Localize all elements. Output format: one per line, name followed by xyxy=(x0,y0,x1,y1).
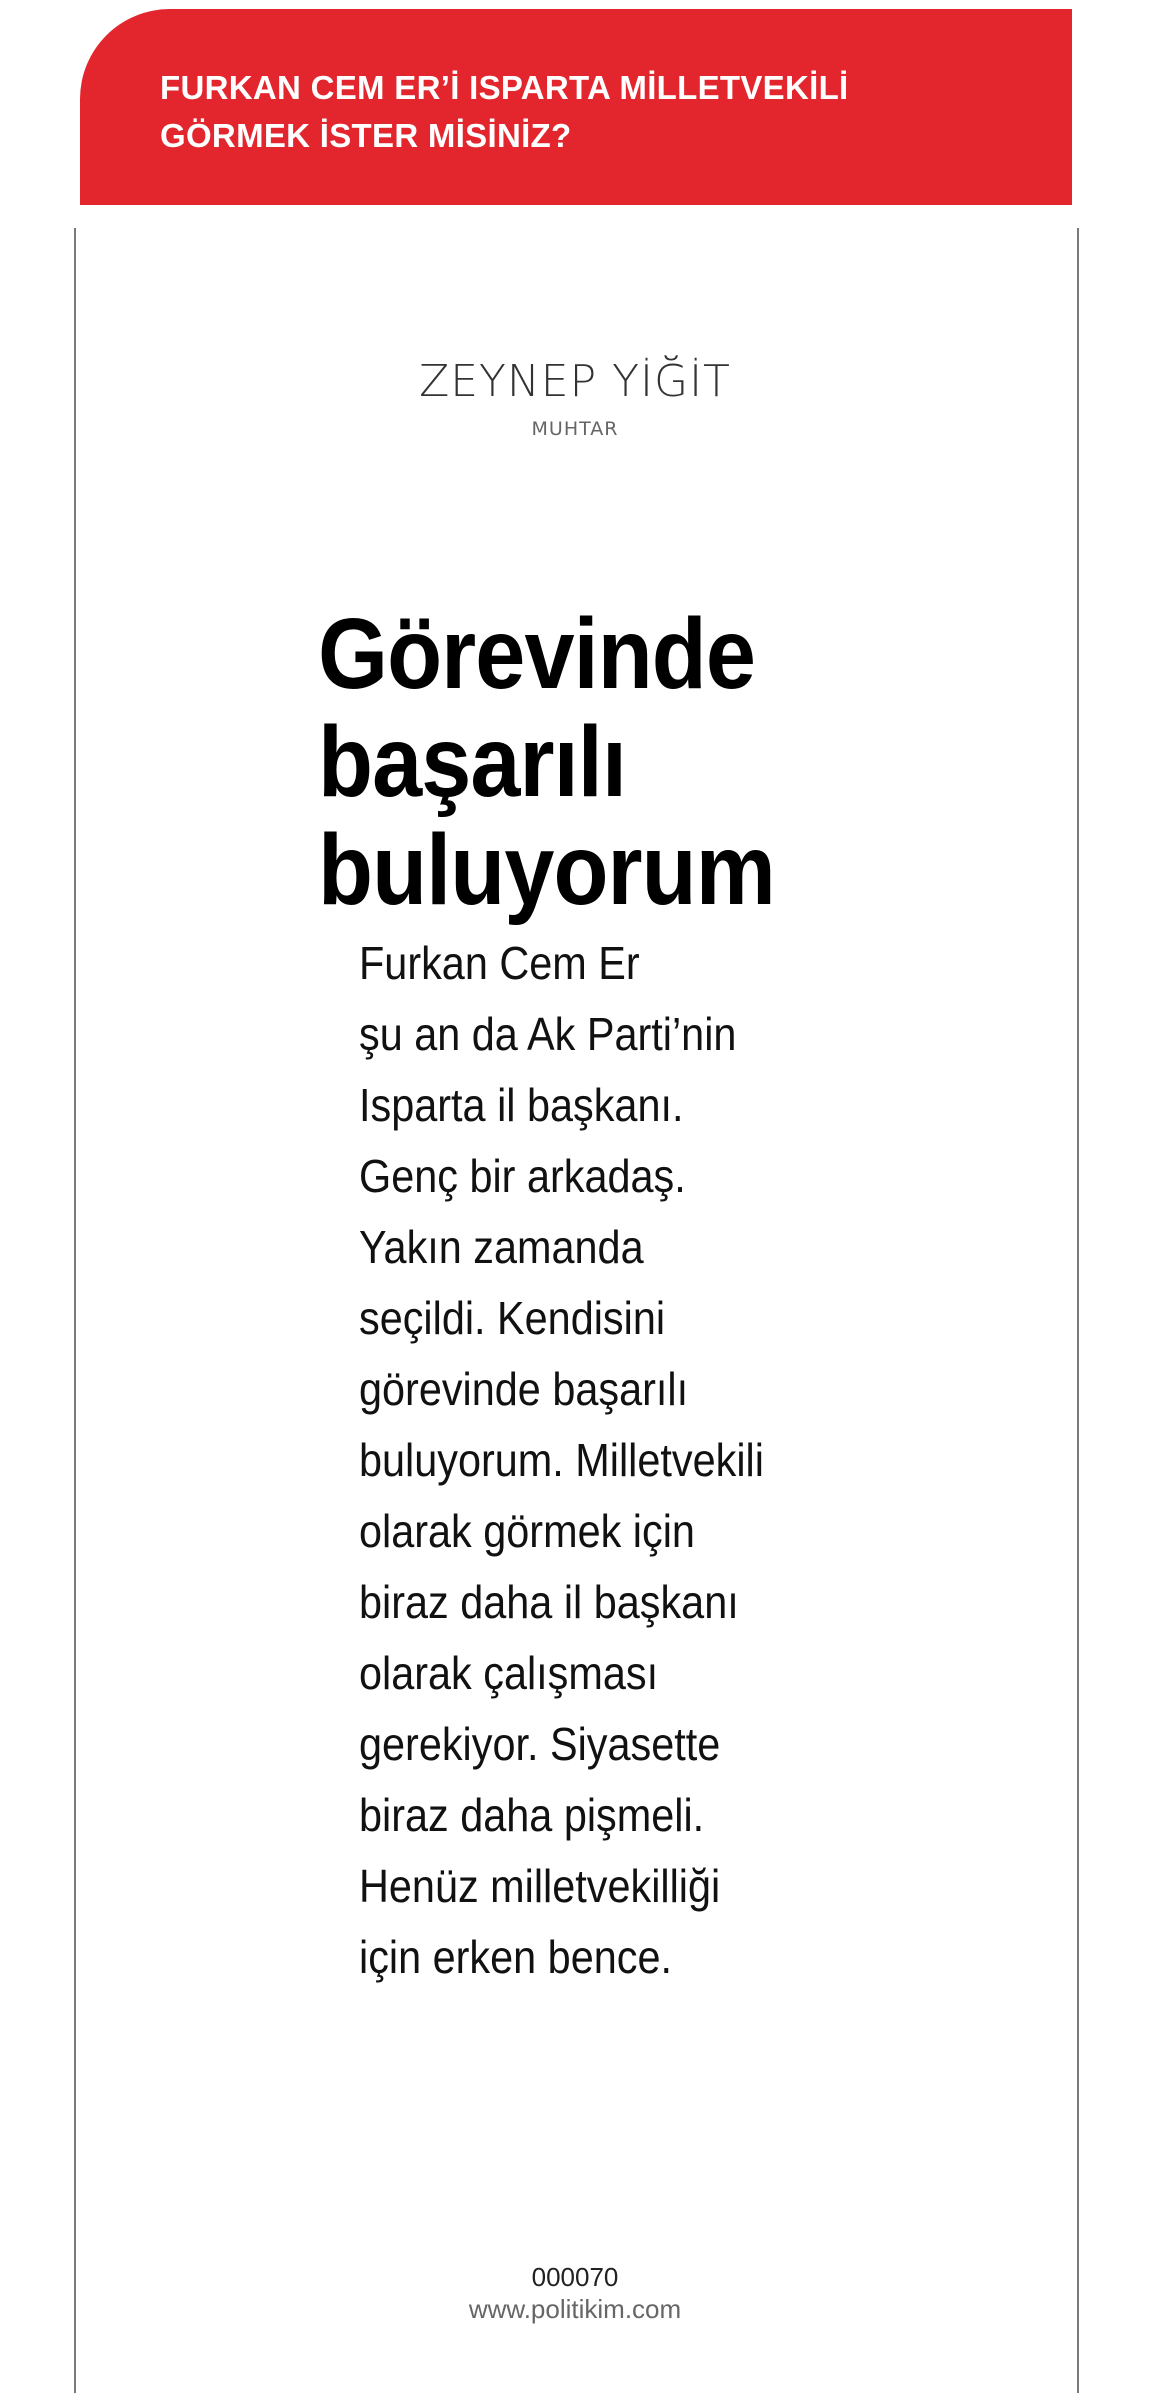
card-border-right xyxy=(1077,228,1079,2393)
body-line: görevinde başarılı xyxy=(359,1363,689,1415)
quote-body xyxy=(359,928,809,1993)
body-line: biraz daha il başkanı xyxy=(359,1576,739,1628)
body-line: gerekiyor. Siyasette xyxy=(359,1718,721,1770)
body-line: Genç bir arkadaş. xyxy=(359,1150,686,1202)
question-banner xyxy=(80,9,1072,205)
body-line: için erken bence. xyxy=(359,1931,672,1983)
body-line: seçildi. Kendisini xyxy=(359,1292,666,1344)
headline-line-3: buluyorum xyxy=(318,814,775,926)
banner-title xyxy=(160,64,1072,160)
body-line: olarak görmek için xyxy=(359,1505,695,1557)
body-line: Yakın zamanda xyxy=(359,1221,644,1273)
body-line: Henüz milletvekilliği xyxy=(359,1860,721,1912)
body-line: buluyorum. Milletvekili xyxy=(359,1434,764,1486)
body-line: şu an da Ak Parti’nin xyxy=(359,1008,737,1060)
body-line: Furkan Cem Er xyxy=(359,937,640,989)
footer-id: 000070 xyxy=(531,2262,619,2292)
banner-title-line-1: FURKAN CEM ER’İ ISPARTA MİLLETVEKİLİ xyxy=(160,69,849,106)
card-border-left xyxy=(74,228,76,2393)
body-line: biraz daha pişmeli. xyxy=(359,1789,705,1841)
footer-website-link[interactable]: www.politikim.com xyxy=(468,2294,682,2324)
body-line: olarak çalışması xyxy=(359,1647,659,1699)
headline-line-1: Görevinde xyxy=(318,598,756,710)
banner-title-line-2: GÖRMEK İSTER MİSİNİZ? xyxy=(160,117,572,154)
headline-line-2: başarılı xyxy=(318,706,626,818)
author-role: MUHTAR xyxy=(531,418,619,440)
author-name: ZEYNEP YİĞİT xyxy=(419,356,731,407)
body-line: Isparta il başkanı. xyxy=(359,1079,684,1131)
quote-headline xyxy=(318,600,775,924)
